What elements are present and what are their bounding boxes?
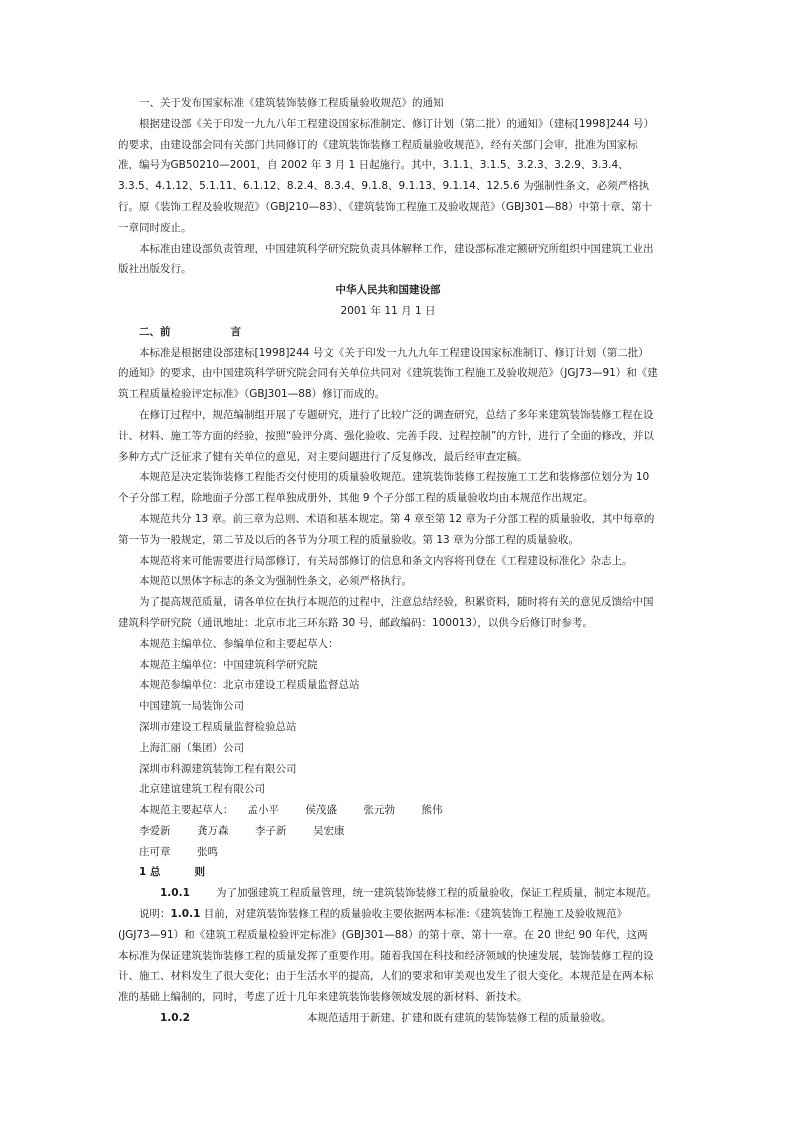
unit-item: 北京建谊建筑工程有限公司	[139, 783, 265, 796]
preface-paragraph: 本规范将来可能需要进行局部修订，有关局部修订的信息和条文内容将刊登在《工程建设标准化》杂志上。	[139, 554, 633, 567]
preface-heading-num: 二、前	[139, 325, 171, 338]
clause-number: 1.0.2	[160, 1012, 190, 1025]
drafter-name: 龚万森	[197, 824, 229, 837]
drafters-row	[118, 842, 658, 863]
unit-item: 深圳市科源建筑装饰工程有限公司	[139, 762, 297, 775]
preface-paragraph: 本规范主编单位、参编单位和主要起草人：	[139, 637, 339, 650]
drafter-name: 张元勃	[363, 804, 395, 817]
clause-1-0-1	[118, 883, 658, 904]
clause-text: 本规范适用于新建、扩建和既有建筑的装饰装修工程的质量验收。	[307, 1012, 612, 1025]
preface-paragraph: 在修订过程中，规范编制组开展了专题研究，进行了比较广泛的调查研究，总结了多年来建筑装饰装修工程在设计、材料、施工等方面的经验，按照“验评分离、强化验收、完善手段、过程控制”的方针，进行了全面的修改，并以多种方式广泛征求了健有关单位的意见，对主要问题进行了反复修改，最后经审查定稿。	[118, 408, 654, 463]
preface-paragraph: 本规范是决定装饰装修工程能否交付使用的质量验收规范。建筑装饰装修工程按施工工艺和装修部位划分为 10 个子分部工程，除地面子分部工程单独成册外，其他 9 个子分部工程的质量验收均由本规范作出规定。	[118, 471, 650, 505]
drafters-row	[118, 800, 658, 821]
notice-paragraph: 本标准由建设部负责管理，中国建筑科学研究院负责具体解释工作，建设部标准定额研究所组织中国建筑工业出版社出版发行。	[118, 242, 654, 276]
general-heading-num: 1 总	[139, 866, 161, 879]
drafter-name: 侯茂盛	[305, 804, 337, 817]
clause-note	[118, 904, 658, 1008]
clause-text: 为了加强建筑工程质量管理，统一建筑装饰装修工程的质量验收，保证工程质量，制定本规范。	[216, 887, 657, 900]
drafter-name: 孟小平	[247, 804, 279, 817]
unit-item: 中国建筑一局装饰公司	[139, 700, 244, 713]
drafter-name: 李子新	[255, 824, 287, 837]
unit-item: 上海汇丽（集团）公司	[139, 741, 244, 754]
notice-paragraph: 根据建设部《关于印发一九九八年工程建设国家标准制定、修订计划（第二批）的通知》（建标[1998]244 号）的要求，由建设部会同有关部门共同修订的《建筑装饰装修工程质量验收规范》，经有关部门会审，批准为国家标准，编号为GB50210—2001，自 2002 年 3 月 1 日起施行。其中，3.1.1、3.1.5、3.2.3、3.2.9、3.3.4、3.3.5、4.1.12、5.1.11、6.1.12、8.2.4、8.3.4、9.1.8、9.1.13、9.1.14、12.5.6 为强制性条文，必须严格执行。原《装饰工程及验收规范》（GBJ210—83）、《建筑装饰工程施工及验收规范》（GBJ301—88）中第十章、第十一章同时废止。	[118, 117, 655, 234]
notice-heading: 一、关于发布国家标准《建筑装饰装修工程质量验收规范》的通知	[139, 97, 444, 109]
preface-paragraph: 本规范以黑体字标志的条文为强制性条文，必须严格执行。	[139, 575, 412, 588]
unit-item: 深圳市建设工程质量监督检验总站	[139, 720, 297, 733]
note-number: 1.0.1	[170, 908, 201, 921]
note-text: 目前，对建筑装饰装修工程的质量验收主要依据两本标准:《建筑装饰工程施工及验收规范》(JGJ73—91）和《建筑工程质量检验评定标准》(GBJ301—88）的第十章、第十一章。在 20 世纪 90 年代，这两本标准为保证建筑装饰装修工程的质量发挥了重要作用。随着我国在科技和经济领域的快速发展，装饰装修工程的设计、施工、材料发生了很大变化；由于生活水平的提高，人们的要求和审美观也发生了很大变化。本规范是在两本标准的基础上编制的，同时，考虑了近十几年来建筑装饰装修领域发展的新材料、新技术。	[118, 908, 654, 1004]
drafter-name: 李爱新	[139, 824, 171, 837]
note-label: 说明：	[139, 908, 171, 921]
preface-paragraph: 为了提高规范质量，请各单位在执行本规范的过程中，注意总结经验，积累资料，随时将有关的意见反馈给中国建筑科学研究院（通讯地址：北京市北三环东路 30 号，邮政编码：100013），以供今后修订时参考。	[118, 596, 654, 629]
general-heading	[118, 862, 658, 883]
drafter-name: 吴宏康	[313, 824, 345, 837]
drafters-label: 本规范主要起草人：	[139, 804, 234, 817]
general-heading-word: 则	[194, 866, 205, 879]
participating-unit: 本规范参编单位：北京市建设工程质量监督总站	[139, 679, 360, 692]
preface-paragraph: 本标准是根据建设部建标[1998]244 号文《关于印发一九九九年工程建设国家标准制订、修订计划（第二批）的通知》的要求，由中国建筑科学研究院会同有关单位共同对《建筑装饰工程施工及验收规范》（JGJ73—91）和《建筑工程质量检验评定标准》（GBJ301—88）修订而成的。	[118, 346, 658, 401]
drafters-row	[118, 821, 658, 842]
notice-date: 2001 年 11 月 1 日	[340, 304, 436, 317]
drafter-name: 熊伟	[421, 804, 443, 817]
notice-issuer: 中华人民共和国建设部	[335, 284, 441, 297]
drafter-name: 庄可章	[139, 845, 171, 858]
document-body	[118, 93, 658, 1029]
preface-heading	[118, 322, 658, 343]
chief-unit: 本规范主编单位：中国建筑科学研究院	[139, 658, 318, 671]
clause-number: 1.0.1	[160, 887, 190, 900]
preface-heading-word: 言	[230, 325, 241, 338]
preface-paragraph: 本规范共分 13 章。前三章为总则、术语和基本规定。第 4 章至第 12 章为子分部工程的质量验收，其中每章的第一节为一般规定，第二节及以后的各节为分项工程的质量验收。第 13 章为分部工程的质量验收。	[118, 512, 655, 546]
clause-1-0-2	[118, 1008, 658, 1029]
drafter-name: 张鸣	[197, 845, 218, 858]
